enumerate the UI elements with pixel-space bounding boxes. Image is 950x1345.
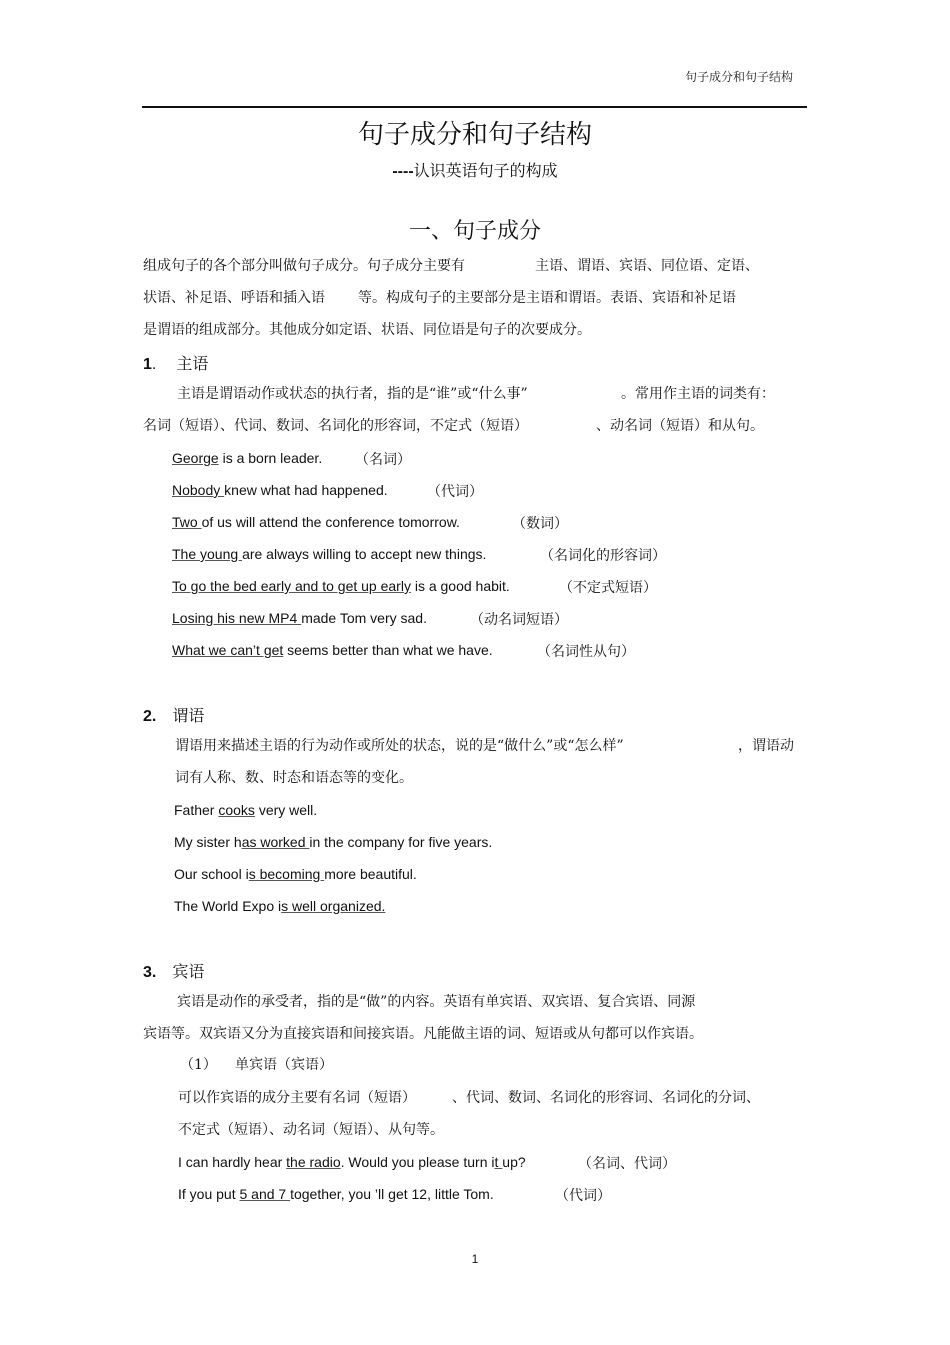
predicate-example-4: The World Expo is well organized. bbox=[174, 898, 386, 914]
subject-example-1: George is a born leader. bbox=[172, 450, 323, 466]
object-desc-2: 宾语等。双宾语又分为直接宾语和间接宾语。凡能做主语的词、短语或从句都可以作宾语。 bbox=[143, 1026, 703, 1042]
subject-number: 1 bbox=[143, 356, 152, 373]
subject-desc-1b: 。常用作主语的词类有： bbox=[621, 386, 775, 402]
object-sub1-desc-1b: 、代词、数词、名词化的形容词、名词化的分词、 bbox=[452, 1090, 760, 1106]
subject-note-1: （名词） bbox=[355, 452, 411, 468]
subject-note-3: （数词） bbox=[512, 516, 568, 532]
subject-note-7: （名词性从句） bbox=[537, 644, 635, 660]
object-note-2: （代词） bbox=[555, 1188, 611, 1204]
predicate-example-2: My sister has worked in the company for five years. bbox=[174, 834, 493, 850]
predicate-number: 2. bbox=[143, 708, 157, 725]
section-heading: 一、句子成分 bbox=[408, 219, 541, 244]
subject-desc-2a: 名词（短语）、代词、数词、名词化的形容词，不定式（短语） bbox=[143, 418, 528, 434]
predicate-desc-1a: 谓语用来描述主语的行为动作或所处的状态，说的是“做什么”或“怎么样” bbox=[175, 738, 624, 754]
subject-note-5: （不定式短语） bbox=[559, 580, 657, 596]
intro-line-1b: 主语、谓语、宾语、同位语、定语、 bbox=[535, 258, 759, 274]
intro-line-2a: 状语、补足语、呼语和插入语 bbox=[143, 290, 325, 306]
object-desc-1: 宾语是动作的承受者，指的是“做”的内容。英语有单宾语、双宾语、复合宾语、同源 bbox=[177, 994, 696, 1010]
object-sub1-desc-1a: 可以作宾语的成分主要有名词（短语） bbox=[178, 1090, 416, 1106]
subject-heading bbox=[143, 351, 208, 374]
subject-note-4: （名词化的形容词） bbox=[540, 548, 666, 564]
document-title: 句子成分和句子结构 bbox=[357, 120, 592, 150]
subject-sep: . bbox=[151, 356, 157, 373]
predicate-heading bbox=[143, 703, 204, 726]
subject-example-3: Two of us will attend the conference tomorrow. bbox=[172, 514, 460, 530]
object-sub1-desc-2: 不定式（短语）、动名词（短语）、从句等。 bbox=[178, 1122, 444, 1138]
object-example-2: If you put 5 and 7 together, you ’ll get 12, little Tom. bbox=[178, 1186, 494, 1202]
object-sub1-title: 单宾语（宾语） bbox=[235, 1057, 333, 1073]
object-sub1-label: （1） bbox=[180, 1057, 217, 1073]
subject-example-2: Nobody knew what had happened. bbox=[172, 482, 388, 498]
predicate-desc-2: 词有人称、数、时态和语态等的变化。 bbox=[175, 770, 413, 786]
subject-example-4: The young are always willing to accept new things. bbox=[172, 546, 487, 562]
subject-example-6: Losing his new MP4 made Tom very sad. bbox=[172, 610, 427, 626]
header-rule bbox=[142, 106, 807, 108]
predicate-example-1: Father cooks very well. bbox=[174, 802, 318, 818]
object-title: 宾语 bbox=[172, 962, 205, 981]
intro-line-1a: 组成句子的各个部分叫做句子成分。句子成分主要有 bbox=[143, 258, 465, 274]
subtitle-dashes: ---- bbox=[392, 163, 414, 180]
subject-title: 主语 bbox=[176, 354, 209, 373]
subject-desc-1a: 主语是谓语动作或状态的执行者，指的是“谁”或“什么事” bbox=[177, 386, 528, 402]
subject-example-7: What we can’t get seems better than what we have. bbox=[172, 642, 493, 658]
subject-note-6: （动名词短语） bbox=[470, 612, 568, 628]
predicate-desc-1b: ，谓语动 bbox=[738, 738, 794, 754]
object-note-1: （名词、代词） bbox=[578, 1156, 676, 1172]
predicate-title: 谓语 bbox=[172, 706, 205, 725]
intro-line-3: 是谓语的组成部分。其他成分如定语、状语、同位语是句子的次要成分。 bbox=[143, 322, 591, 338]
subtitle-text: 认识英语句子的构成 bbox=[413, 161, 558, 180]
object-example-1: I can hardly hear the radio. Would you please turn it up? bbox=[178, 1154, 526, 1170]
object-heading bbox=[143, 959, 204, 982]
running-header: 句子成分和句子结构 bbox=[684, 70, 793, 84]
object-number: 3. bbox=[143, 964, 157, 981]
page-number: 1 bbox=[471, 1252, 479, 1266]
subject-example-5: To go the bed early and to get up early is a good habit. bbox=[172, 578, 510, 594]
predicate-example-3: Our school is becoming more beautiful. bbox=[174, 866, 417, 882]
document-subtitle bbox=[0, 158, 950, 181]
subject-note-2: （代词） bbox=[427, 484, 483, 500]
subject-desc-2b: 、动名词（短语）和从句。 bbox=[596, 418, 764, 434]
intro-line-2b: 等。构成句子的主要部分是主语和谓语。表语、宾语和补足语 bbox=[358, 290, 736, 306]
